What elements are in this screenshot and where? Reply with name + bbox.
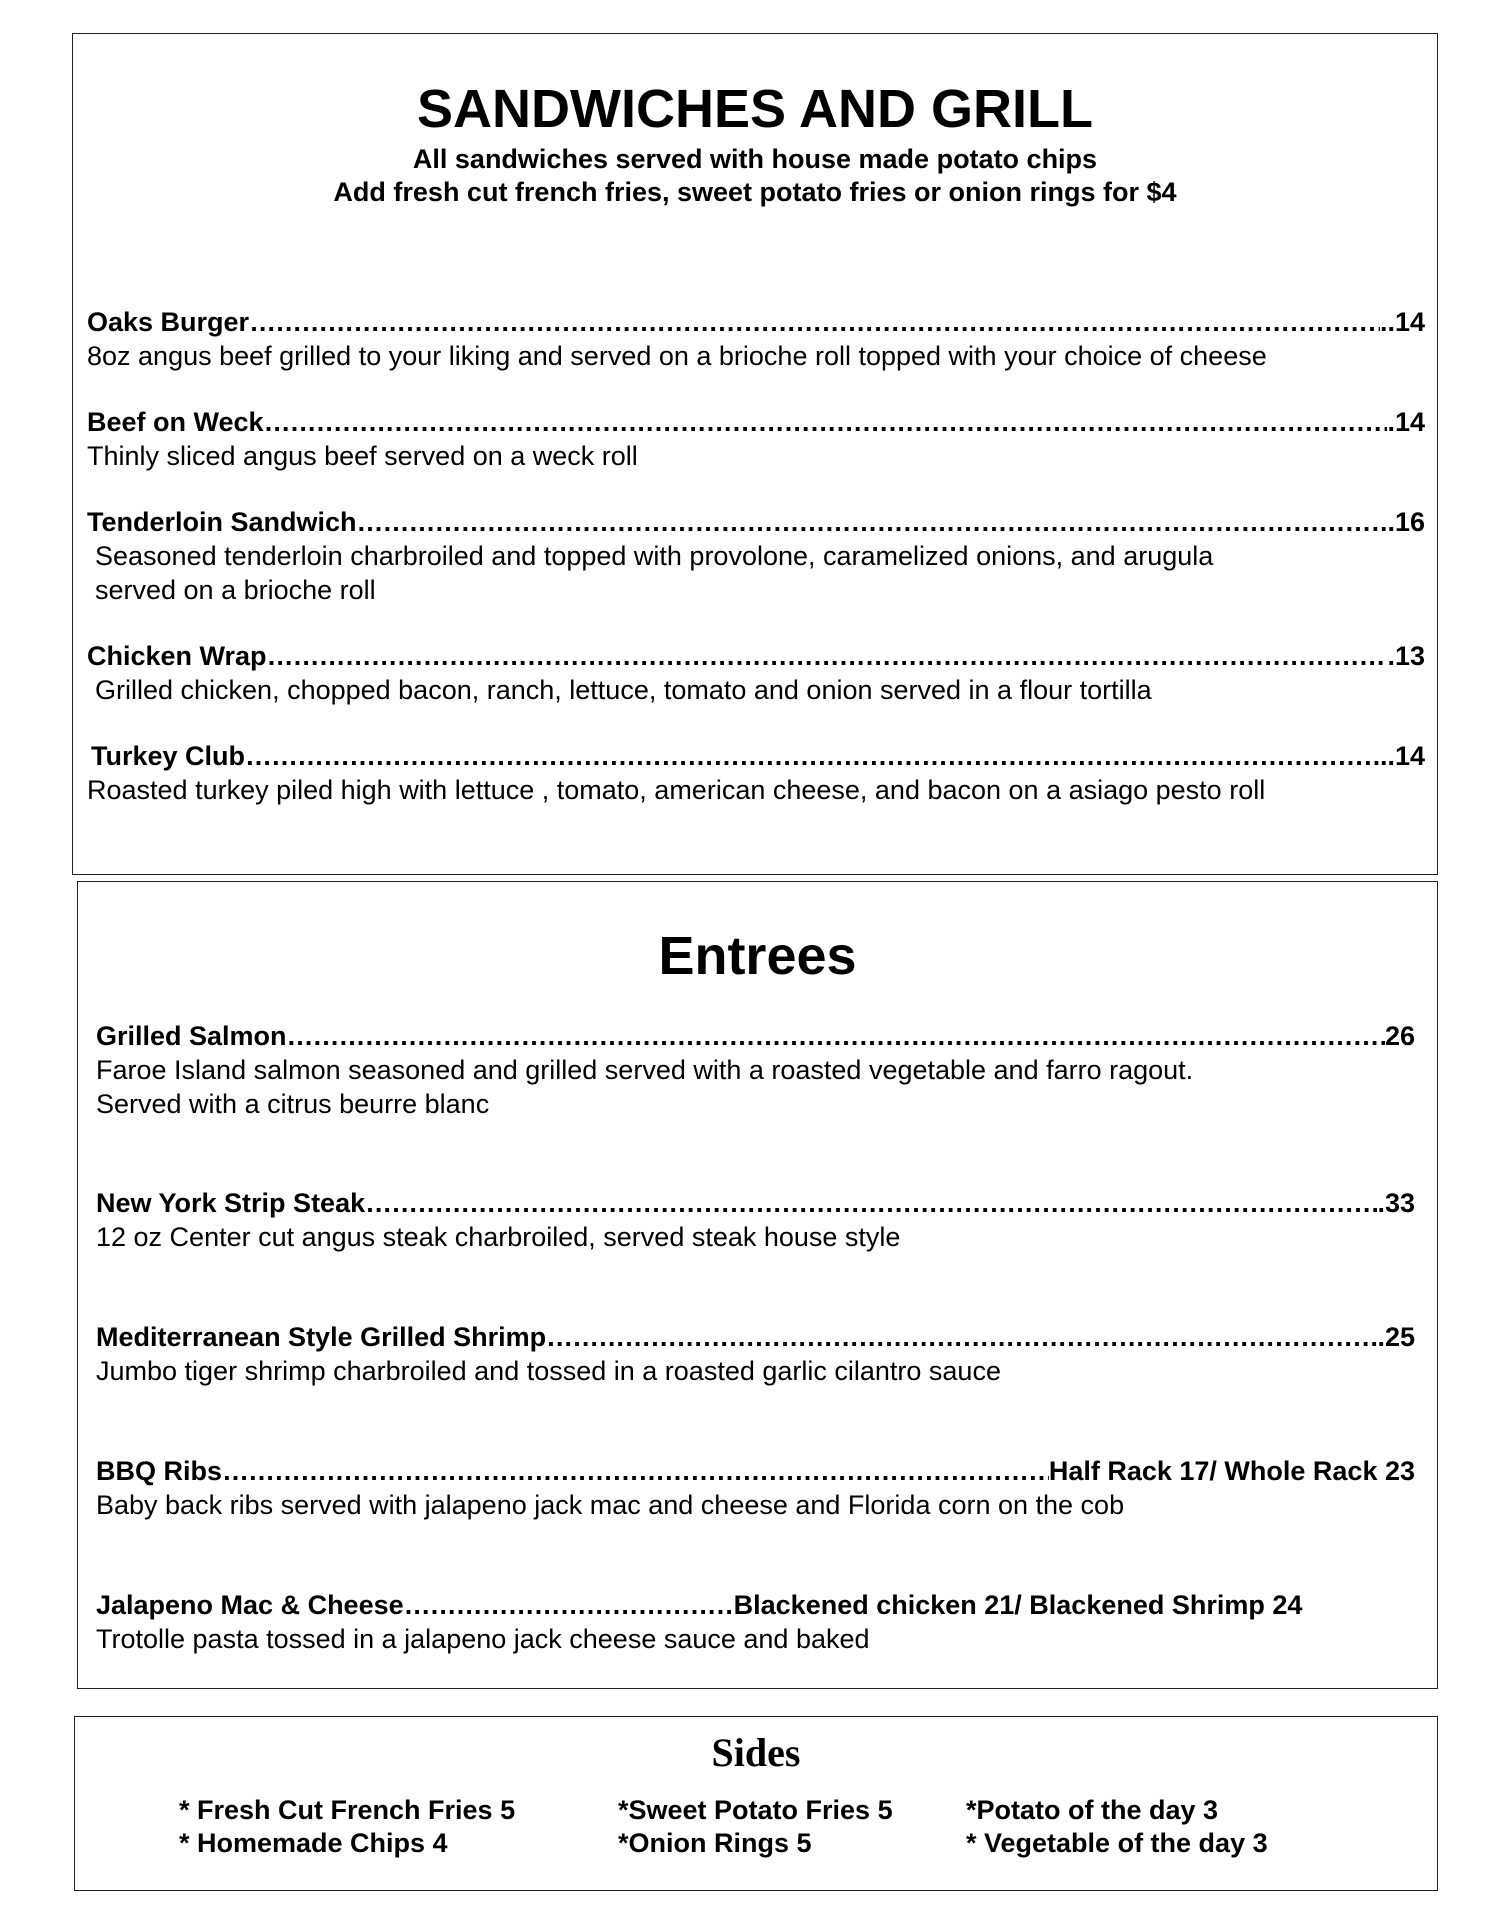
menu-item [87,505,1425,607]
menu-item [96,1019,1415,1121]
section-title: Entrees [658,926,857,986]
leader-dots [267,639,1388,673]
leader-dots [357,505,1380,539]
section-title: Sides [711,1730,801,1775]
item-name: Turkey Club [91,741,246,771]
menu-item [87,739,1425,807]
menu-item [87,305,1425,373]
item-description: Thinly sliced angus beef served on a weck roll [87,441,638,471]
item-description: Served with a citrus beurre blanc [96,1089,490,1119]
leader-dots [365,1186,1377,1220]
item-price: Blackened chicken 21/ Blackened Shrimp 24 [733,1590,1303,1620]
item-name: BBQ Ribs [96,1456,223,1486]
item-price: .33 [1377,1188,1415,1218]
item-description: Seasoned tenderloin charbroiled and topped with provolone, caramelized onions, and arugula [95,541,1214,571]
side-item: *Sweet Potato Fries 5 [618,1795,893,1825]
item-description: Faroe Island salmon seasoned and grilled served with a roasted vegetable and farro ragout. [96,1055,1194,1085]
item-name: Oaks Burger [87,307,250,337]
item-description: 8oz angus beef grilled to your liking and served on a brioche roll topped with your choice of cheese [87,341,1267,371]
leader-dots [546,1320,1377,1354]
item-description: Jumbo tiger shrimp charbroiled and tossed in a roasted garlic cilantro sauce [96,1356,1001,1386]
section-subtitle: All sandwiches served with house made potato chips [412,144,1098,174]
item-name: Beef on Weck [87,407,264,437]
menu-item [87,639,1425,707]
item-price: ..16 [1379,507,1425,537]
item-name: Tenderloin Sandwich [87,507,357,537]
menu-item [96,1186,1415,1254]
leader-dots [249,305,1380,339]
side-item: * Vegetable of the day 3 [966,1828,1268,1858]
sides-section [74,1716,1438,1891]
side-item: * Fresh Cut French Fries 5 [179,1795,516,1825]
side-item: *Potato of the day 3 [966,1795,1219,1825]
item-name: Jalapeno Mac & Cheese [96,1590,404,1620]
entrees-section [77,881,1438,1689]
item-price: Half Rack 17/ Whole Rack 23 [1048,1456,1415,1486]
leader-dots [245,739,1380,773]
leader-dots [264,405,1388,439]
item-name: Chicken Wrap [87,641,267,671]
item-price: ..14 [1379,307,1425,337]
item-description: Trotolle pasta tossed in a jalapeno jack cheese sauce and baked [96,1624,870,1654]
item-price: ..14 [1379,741,1425,771]
leader-dots [222,1454,1049,1488]
item-price: .14 [1387,407,1425,437]
section-title: SANDWICHES AND GRILL [417,79,1093,139]
menu-item [96,1320,1415,1388]
menu-item [87,405,1425,473]
item-price: .13 [1387,641,1425,671]
leader-dots [404,1588,734,1622]
item-name: New York Strip Steak [96,1188,366,1218]
side-item: * Homemade Chips 4 [179,1828,448,1858]
item-description: Roasted turkey piled high with lettuce , tomato, american cheese, and bacon on a asiago pesto roll [87,775,1266,805]
item-name: Grilled Salmon [96,1021,287,1051]
item-description: 12 oz Center cut angus steak charbroiled, served steak house style [96,1222,901,1252]
side-item: *Onion Rings 5 [618,1828,812,1858]
menu-item [96,1588,1415,1656]
item-name: Mediterranean Style Grilled Shrimp [96,1322,547,1352]
item-description: Grilled chicken, chopped bacon, ranch, lettuce, tomato and onion served in a flour tortilla [95,675,1152,705]
item-description: Baby back ribs served with jalapeno jack mac and cheese and Florida corn on the cob [96,1490,1125,1520]
item-description: served on a brioche roll [95,575,376,605]
leader-dots [287,1019,1385,1053]
menu-item [96,1454,1415,1522]
item-price: .25 [1377,1322,1415,1352]
sandwiches-section [72,33,1438,875]
item-price: 26 [1384,1021,1415,1051]
section-subtitle: Add fresh cut french fries, sweet potato fries or onion rings for $4 [333,177,1177,207]
